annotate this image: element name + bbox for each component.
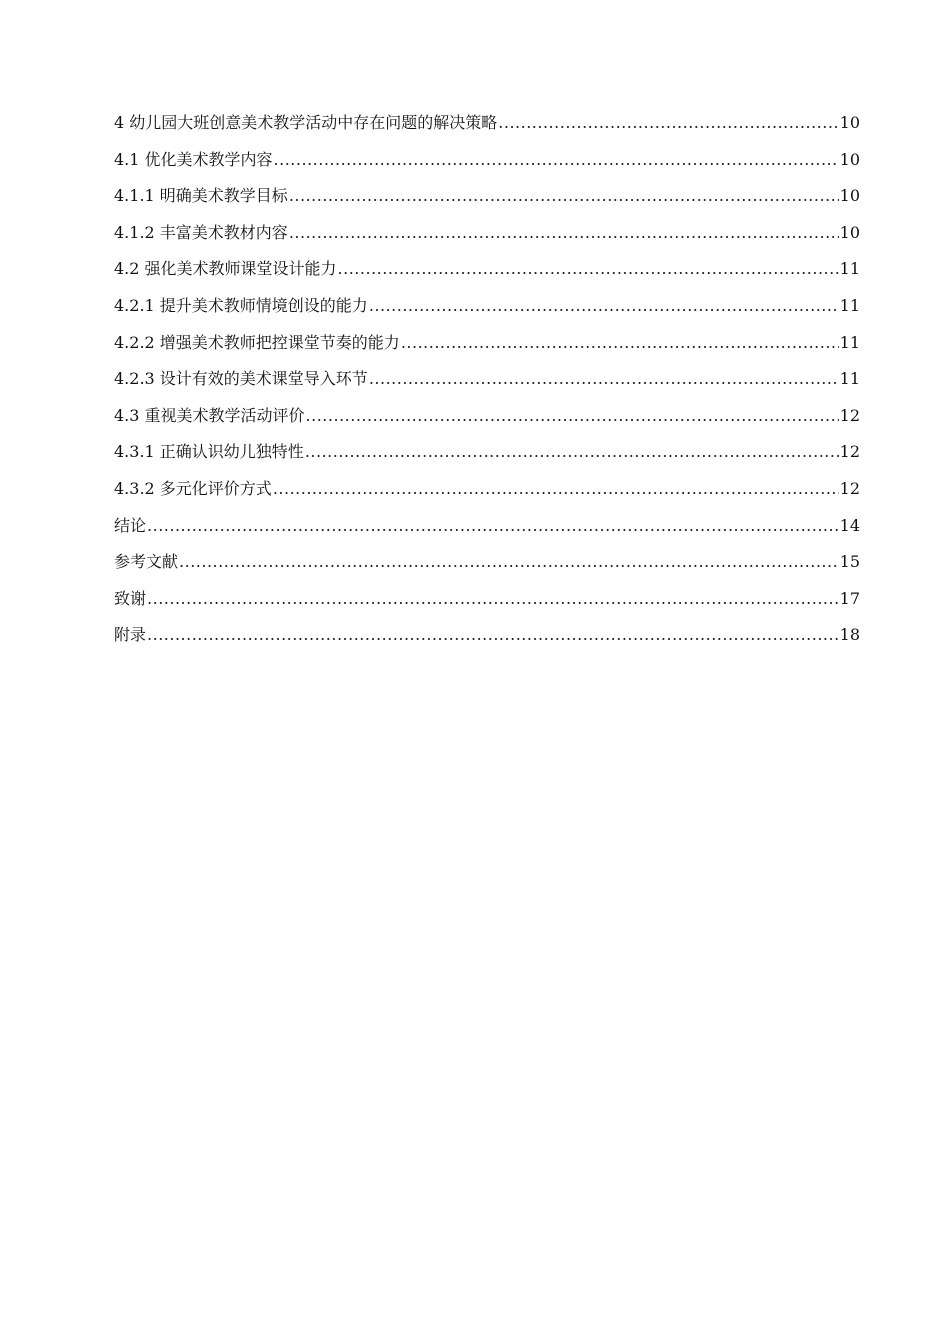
toc-entry-title: 4.1.1 明确美术教学目标 <box>114 186 288 206</box>
toc-entry-page: 10 <box>839 222 860 242</box>
toc-entry-page: 12 <box>839 442 860 462</box>
toc-entry-title: 4.1 优化美术教学内容 <box>114 149 273 169</box>
toc-dot-leader <box>274 150 839 169</box>
toc-entry-title: 致谢 <box>114 588 147 608</box>
toc-entry-title: 4.3 重视美术教学活动评价 <box>114 405 305 425</box>
toc-dot-leader <box>147 589 839 608</box>
toc-entry-title: 4.3.2 多元化评价方式 <box>114 478 272 498</box>
toc-dot-leader <box>147 516 839 535</box>
toc-entry-title: 参考文献 <box>114 552 179 572</box>
toc-entry-page: 15 <box>839 552 860 572</box>
toc-dot-leader <box>401 333 839 352</box>
toc-entry-page: 11 <box>839 259 860 279</box>
toc-entry <box>114 183 860 220</box>
toc-entry-page: 11 <box>839 295 860 315</box>
toc-dot-leader <box>369 369 839 388</box>
toc-entry-title: 4 幼儿园大班创意美术教学活动中存在问题的解决策略 <box>114 113 498 132</box>
toc-entry <box>114 293 860 330</box>
toc-entry <box>114 476 860 513</box>
toc-entry-page: 12 <box>839 478 860 498</box>
table-of-contents <box>114 110 860 659</box>
toc-entry <box>114 622 860 659</box>
toc-entry-page: 12 <box>839 405 860 425</box>
toc-entry <box>114 366 860 403</box>
toc-entry-title: 4.2 强化美术教师课堂设计能力 <box>114 259 337 279</box>
toc-dot-leader <box>498 113 838 132</box>
toc-dot-leader <box>369 296 839 315</box>
toc-dot-leader <box>338 259 839 278</box>
toc-entry-title: 4.2.3 设计有效的美术课堂导入环节 <box>114 369 368 389</box>
toc-entry <box>114 439 860 476</box>
toc-entry-title: 4.2.2 增强美术教师把控课堂节奏的能力 <box>114 332 400 352</box>
toc-entry-page: 14 <box>839 515 860 535</box>
toc-entry <box>114 403 860 440</box>
toc-dot-leader <box>273 479 839 498</box>
toc-dot-leader <box>289 186 839 205</box>
toc-entry-page: 10 <box>839 186 860 206</box>
toc-entry-title: 4.3.1 正确认识幼儿独特性 <box>114 442 304 462</box>
toc-entry <box>114 513 860 550</box>
toc-entry-title: 附录 <box>114 625 147 645</box>
toc-dot-leader <box>305 442 839 461</box>
toc-entry-page: 10 <box>839 113 860 132</box>
toc-entry <box>114 330 860 367</box>
toc-entry-page: 11 <box>839 369 860 389</box>
toc-dot-leader <box>306 406 839 425</box>
toc-entry <box>114 110 860 147</box>
toc-entry-page: 11 <box>839 332 860 352</box>
toc-entry-title: 结论 <box>114 515 147 535</box>
toc-entry <box>114 586 860 623</box>
toc-entry-page: 10 <box>839 149 860 169</box>
toc-dot-leader <box>147 625 839 644</box>
toc-entry <box>114 549 860 586</box>
toc-entry-title: 4.2.1 提升美术教师情境创设的能力 <box>114 295 368 315</box>
toc-entry-page: 17 <box>839 588 860 608</box>
toc-dot-leader <box>289 223 839 242</box>
toc-entry <box>114 256 860 293</box>
toc-entry <box>114 147 860 184</box>
toc-dot-leader <box>179 552 839 571</box>
toc-entry-page: 18 <box>839 625 860 645</box>
toc-entry <box>114 220 860 257</box>
toc-entry-title: 4.1.2 丰富美术教材内容 <box>114 222 288 242</box>
